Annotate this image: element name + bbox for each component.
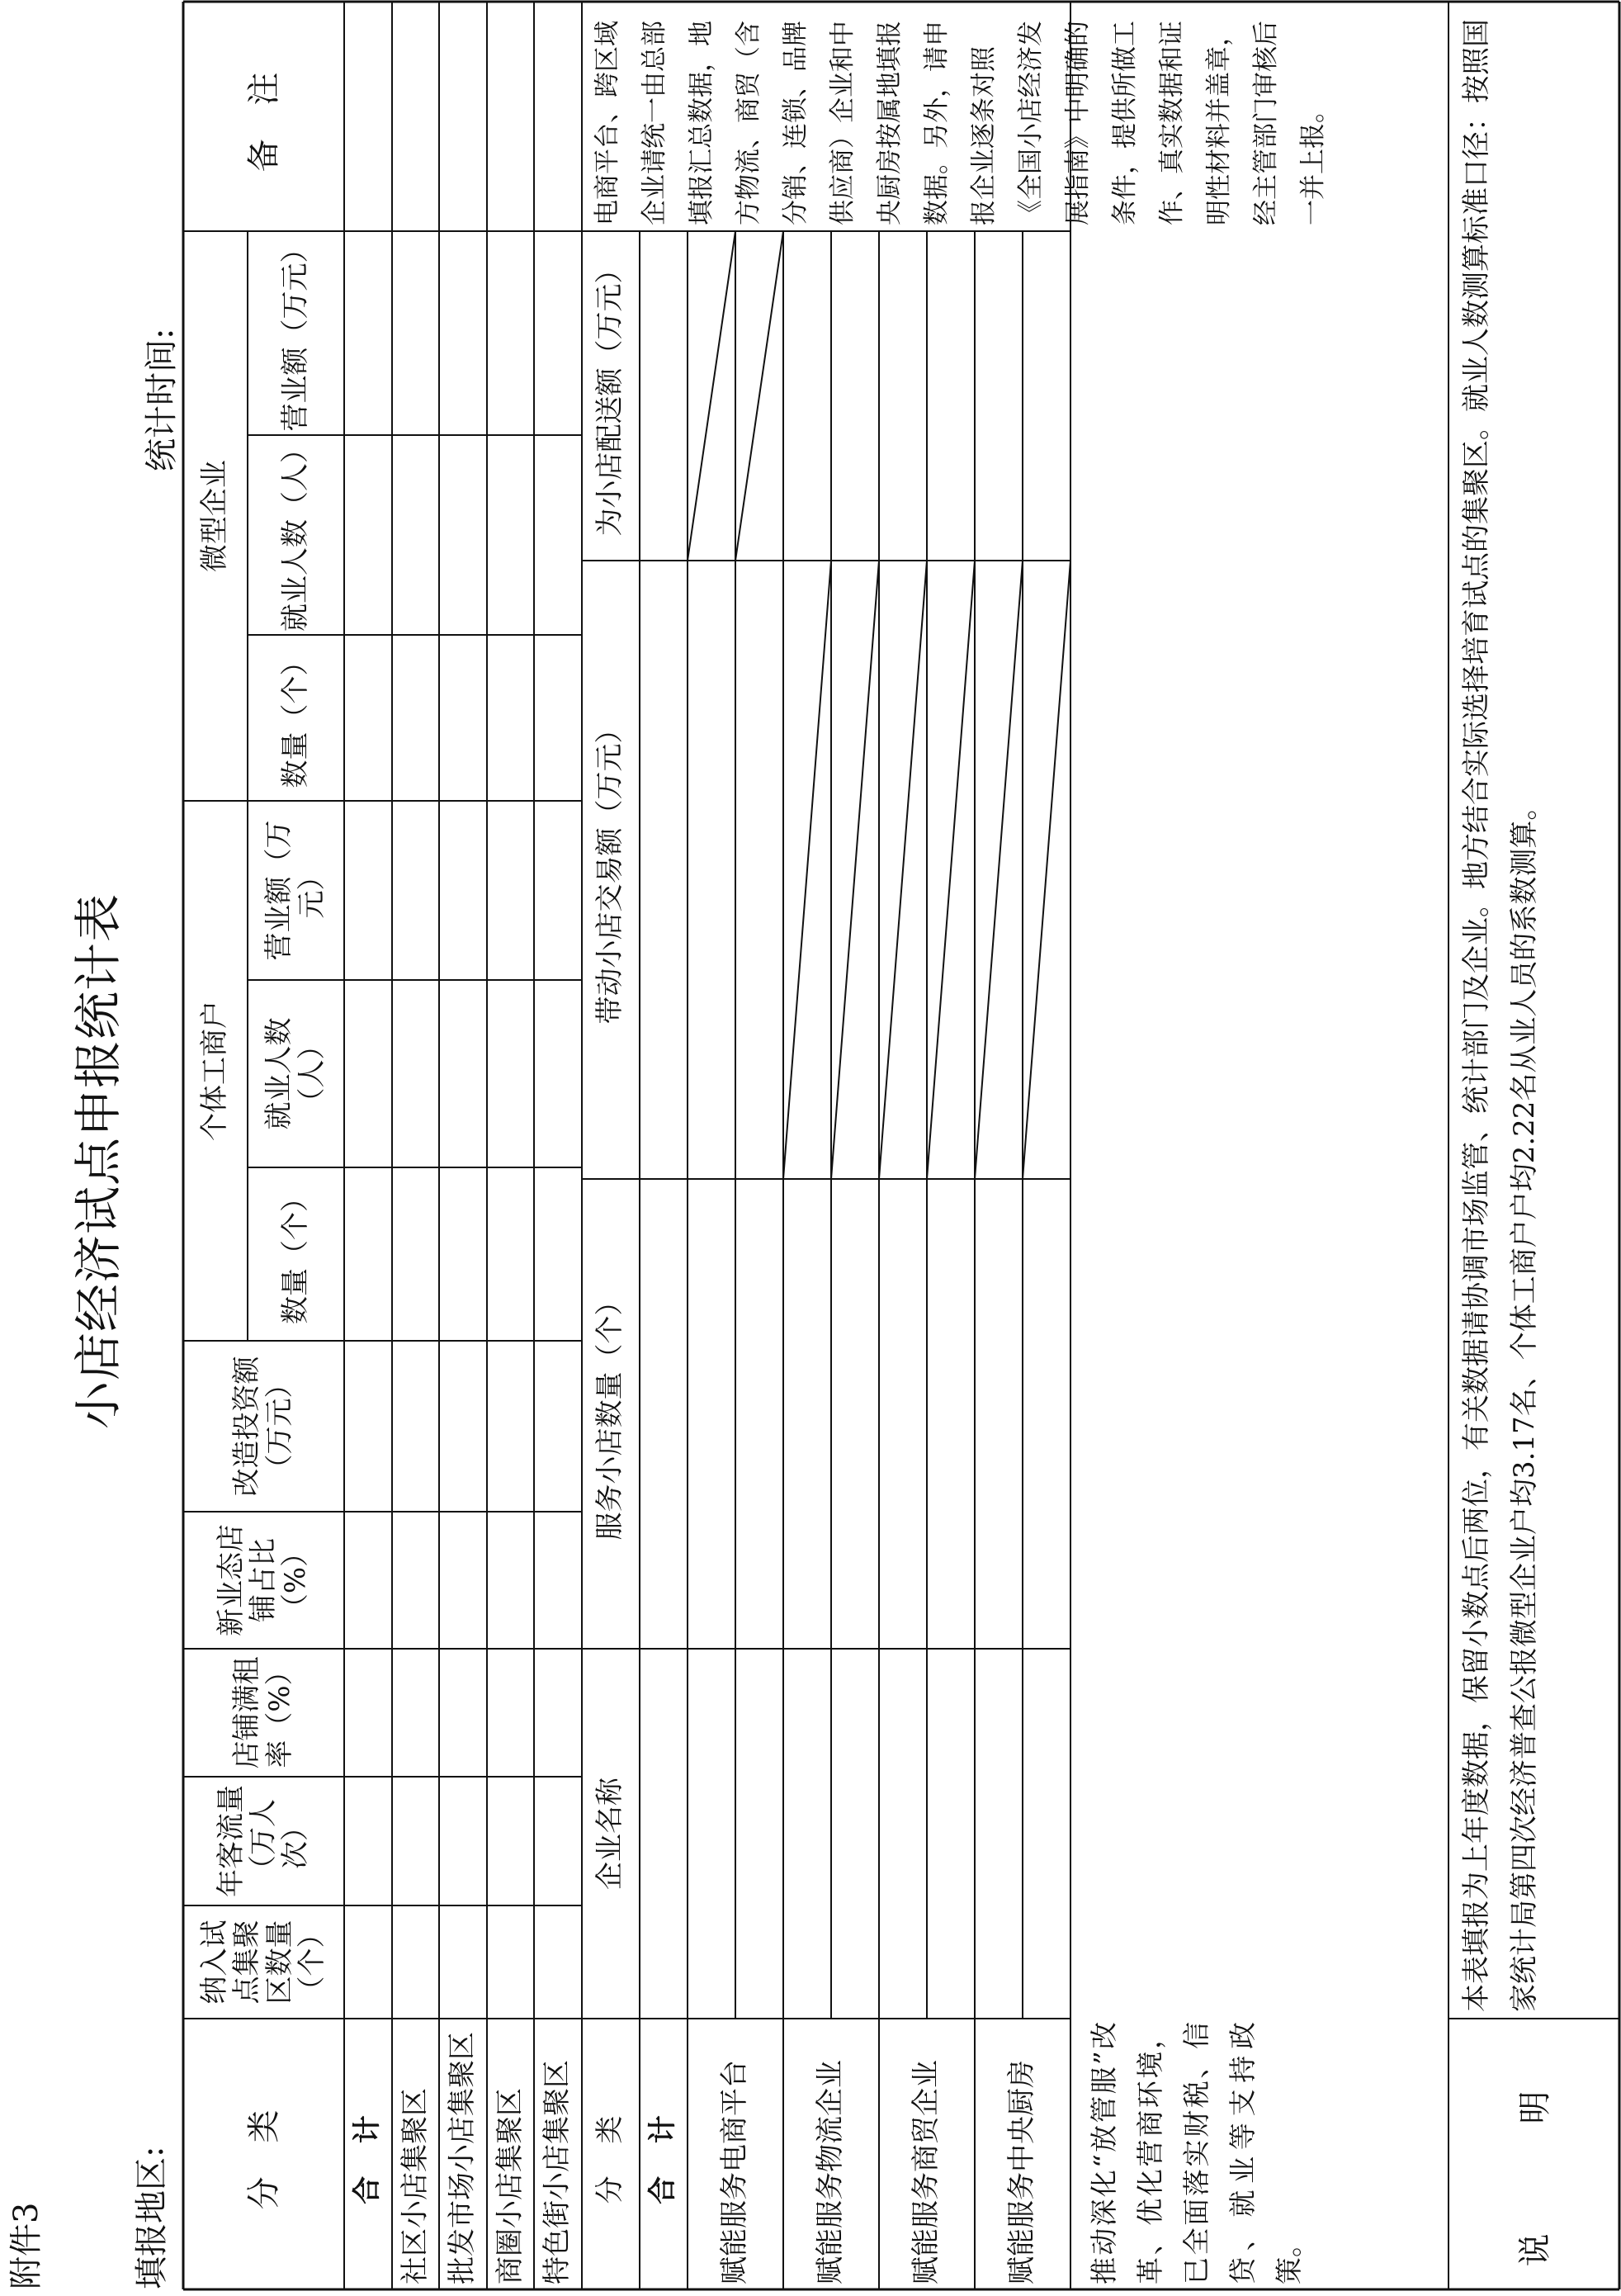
diag-transaction bbox=[879, 561, 927, 1179]
t2-header-transaction: 带动小店交易额（万元） bbox=[593, 715, 627, 1025]
t1-header-traffic: 年客流量（万人次） bbox=[214, 1785, 313, 1897]
t1-sub-ind-employees: 就业人数（人） bbox=[262, 1017, 328, 1130]
t1-sub-ind-count: 数量（个） bbox=[278, 1184, 312, 1324]
t2-header-stores-served: 服务小店数量（个） bbox=[593, 1287, 627, 1541]
t1-sub-micro-employees: 就业人数（人） bbox=[278, 435, 312, 632]
t1-header-new-format: 新业态店铺占比（%） bbox=[214, 1524, 313, 1636]
t2-group-trade: 赋能服务商贸企业 bbox=[910, 2060, 943, 2284]
policy-row-label: 推动深化“放管服”改革、优化营商环境，已全面落实财税、信贷、就业等支持政策。 bbox=[1088, 2022, 1305, 2284]
t1-header-investment: 改造投资额（万元） bbox=[230, 1356, 296, 1497]
attachment-label: 附件3 bbox=[7, 2202, 45, 2289]
explanation-text: 本表填报为上年度数据，保留小数点后两位，有关数据请协调市场监管、统计部门及企业。地方结合实际选择培育试点的集聚区。就业人数测算标准口径：按照国家统计局第四次经济普查公报微型企业户均3.17名、个体工商户户均2.22名从业人员的系数测算。 bbox=[1460, 19, 1541, 2012]
diag-transaction bbox=[783, 561, 831, 1179]
t1-header-category: 分 类 bbox=[244, 2098, 283, 2210]
diag-transaction bbox=[927, 561, 975, 1179]
diag-transaction bbox=[831, 561, 879, 1179]
diag-delivery bbox=[688, 231, 735, 561]
page-title: 小店经济试点申报统计表 bbox=[70, 892, 126, 1429]
t2-group-ecommerce: 赋能服务电商平台 bbox=[718, 2060, 752, 2284]
diag-transaction bbox=[975, 561, 1023, 1179]
t1-row-business-circle: 商圈小店集聚区 bbox=[493, 2088, 527, 2284]
t1-header-remarks: 备 注 bbox=[244, 60, 283, 173]
t1-row-wholesale: 批发市场小店集聚区 bbox=[446, 2032, 480, 2284]
t1-header-micro: 微型企业 bbox=[198, 460, 232, 572]
t1-row-feature-street: 特色街小店集聚区 bbox=[541, 2060, 574, 2284]
explanation-label: 说 明 bbox=[1515, 2041, 1554, 2267]
t2-row-total: 合 计 bbox=[646, 2104, 680, 2204]
diag-transaction bbox=[1023, 561, 1070, 1179]
t1-sub-ind-revenue: 营业额（万元） bbox=[262, 820, 328, 961]
t2-header-delivery: 为小店配送额（万元） bbox=[593, 255, 627, 537]
t2-group-central-kitchen: 赋能服务中央厨房 bbox=[1005, 2060, 1039, 2284]
t2-group-logistics: 赋能服务物流企业 bbox=[814, 2060, 848, 2284]
t1-row-total: 合 计 bbox=[351, 2104, 385, 2204]
diag-delivery bbox=[735, 231, 783, 561]
t1-header-occupancy: 店铺满租率（%） bbox=[230, 1656, 296, 1769]
t1-row-community: 社区小店集聚区 bbox=[398, 2088, 432, 2284]
t2-header-category: 分 类 bbox=[593, 2104, 627, 2204]
t2-header-enterprise: 企业名称 bbox=[593, 1778, 627, 1890]
fill-region-label: 填报地区: bbox=[133, 2146, 171, 2289]
t1-header-individual: 个体工商户 bbox=[198, 1001, 232, 1141]
t1-sub-micro-revenue: 营业额（万元） bbox=[278, 234, 312, 432]
t1-header-num-zones: 纳入试点集聚区数量（个） bbox=[198, 1920, 328, 2005]
t1-sub-micro-count: 数量（个） bbox=[278, 647, 312, 788]
t2-remark-text: 电商平台、跨区域企业请统一由总部填报汇总数据，地方物流、商贸（含分销、连锁、品牌供应商）企业和中央厨房按属地填报数据。另外，请申报企业逐条对照《全国小店经济发展指南》中明确的条件，提供所做工作、真实数据和证明性材料并盖章，经主管部门审核后一并上报。 bbox=[593, 21, 1328, 225]
stat-time-label: 统计时间: bbox=[143, 328, 181, 471]
